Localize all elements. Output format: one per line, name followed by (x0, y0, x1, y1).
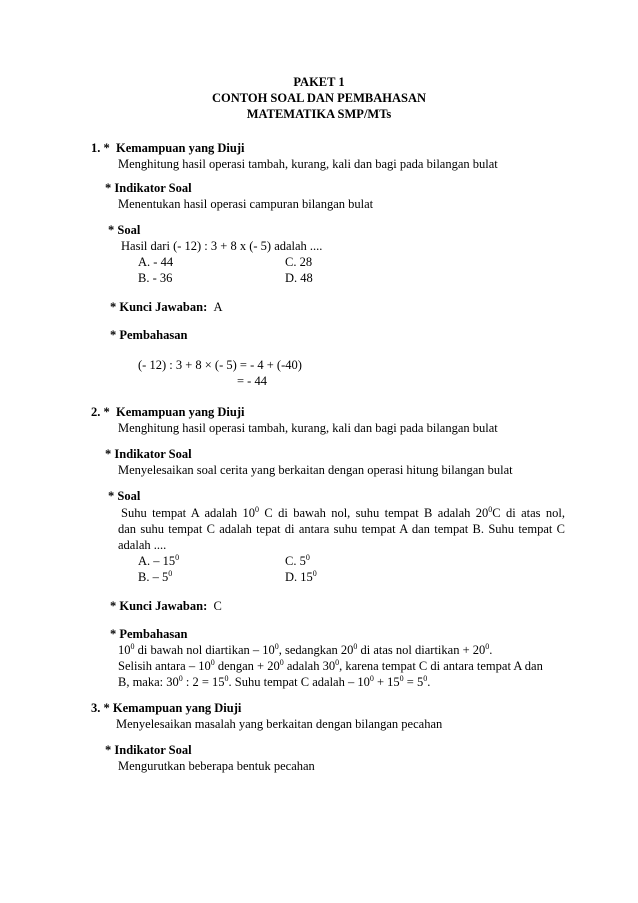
q1-kunci-value: A (213, 300, 223, 314)
q1-kunci (110, 299, 223, 315)
q3-number: 3. * (91, 701, 110, 715)
q2-soal-line2: dan suhu tempat C adalah tepat di antara suhu tempat A dan tempat B. Suhu tempat C (118, 522, 565, 536)
q2-option-a: A. – $15^0$ (138, 553, 180, 568)
q3-indikator-label: * Indikator Soal (105, 743, 192, 757)
q1-option-b: B. - 36 (138, 271, 173, 285)
q2-pembahasan-line2: Selisih antara – $10^0$ dengan + $20^0$ adalah $30^0$, karena tempat C di antara tempat A dan (118, 658, 543, 673)
q2-kemampuan-text: Menghitung hasil operasi tambah, kurang, kali dan bagi pada bilangan bulat (118, 421, 498, 435)
q2-kunci (110, 598, 222, 614)
q1-number: 1. * (91, 141, 110, 155)
q3-kemampuan-text: Menyelesaikan masalah yang berkaitan dengan bilangan pecahan (116, 717, 443, 731)
q2-number: 2. * (91, 405, 110, 419)
title-paket: PAKET 1 (293, 75, 345, 89)
title-contoh-soal: CONTOH SOAL DAN PEMBAHASAN (211, 91, 427, 105)
q2-soal-line3: adalah .... (118, 538, 167, 552)
q2-soal-label: * Soal (108, 489, 141, 503)
q1-pembahasan-line2: = - 44 (237, 374, 267, 388)
q2-heading (91, 404, 245, 420)
q1-kemampuan-text: Menghitung hasil operasi tambah, kurang, kali dan bagi pada bilangan bulat (118, 157, 498, 171)
q2-soal-line1: Suhu tempat A adalah $10^0$ C di bawah nol, suhu tempat B adalah $20^0C$ di atas nol, (121, 505, 566, 520)
q1-indikator-label: * Indikator Soal (105, 181, 192, 195)
q1-pembahasan-label: * Pembahasan (110, 328, 188, 342)
q1-option-d: D. 48 (285, 271, 313, 285)
q2-indikator-text: Menyelesaikan soal cerita yang berkaitan dengan operasi hitung bilangan bulat (118, 463, 513, 477)
q2-option-b: B. – $5^0$ (138, 569, 173, 584)
q2-indikator-label: * Indikator Soal (105, 447, 192, 461)
q1-soal-label: * Soal (108, 223, 141, 237)
q2-kunci-value: C (213, 599, 222, 613)
q2-pembahasan-label: * Pembahasan (110, 627, 188, 641)
q2-kemampuan-label: Kemampuan yang Diuji (116, 405, 245, 419)
q2-pembahasan-line3: B, maka: $30^0$ : $2 = 15^0$. Suhu tempat C adalah – $10^0 + 15^0 = 5^0$. (118, 674, 431, 689)
q3-indikator-text: Mengurutkan beberapa bentuk pecahan (118, 759, 315, 773)
q2-option-c: C. $5^0$ (285, 553, 310, 568)
q1-kunci-label: * Kunci Jawaban: (110, 300, 208, 314)
q2-pembahasan-line1: $10^0$ di bawah nol diartikan – $10^0$, sedangkan $20^0$ di atas nol diartikan + $20^0$. (118, 642, 493, 657)
q2-kunci-label: * Kunci Jawaban: (110, 599, 208, 613)
q1-indikator-text: Menentukan hasil operasi campuran bilangan bulat (118, 197, 374, 211)
q3-kemampuan-label: Kemampuan yang Diuji (112, 701, 242, 715)
q2-option-d: D. $15^0$ (285, 569, 317, 584)
q3-heading (91, 700, 241, 716)
title-matematika: MATEMATIKA SMP/MTs (246, 107, 392, 121)
q1-pembahasan-line1: (- 12) : 3 + 8 × (- 5) = - 4 + (-40) (138, 358, 302, 372)
q1-kemampuan-label: Kemampuan yang Diuji (116, 141, 245, 155)
q1-soal-text: Hasil dari (- 12) : 3 + 8 x (- 5) adalah .... (121, 239, 323, 253)
q1-option-a: A. - 44 (138, 255, 174, 269)
q1-option-c: C. 28 (285, 255, 313, 269)
q1-heading (91, 140, 245, 156)
